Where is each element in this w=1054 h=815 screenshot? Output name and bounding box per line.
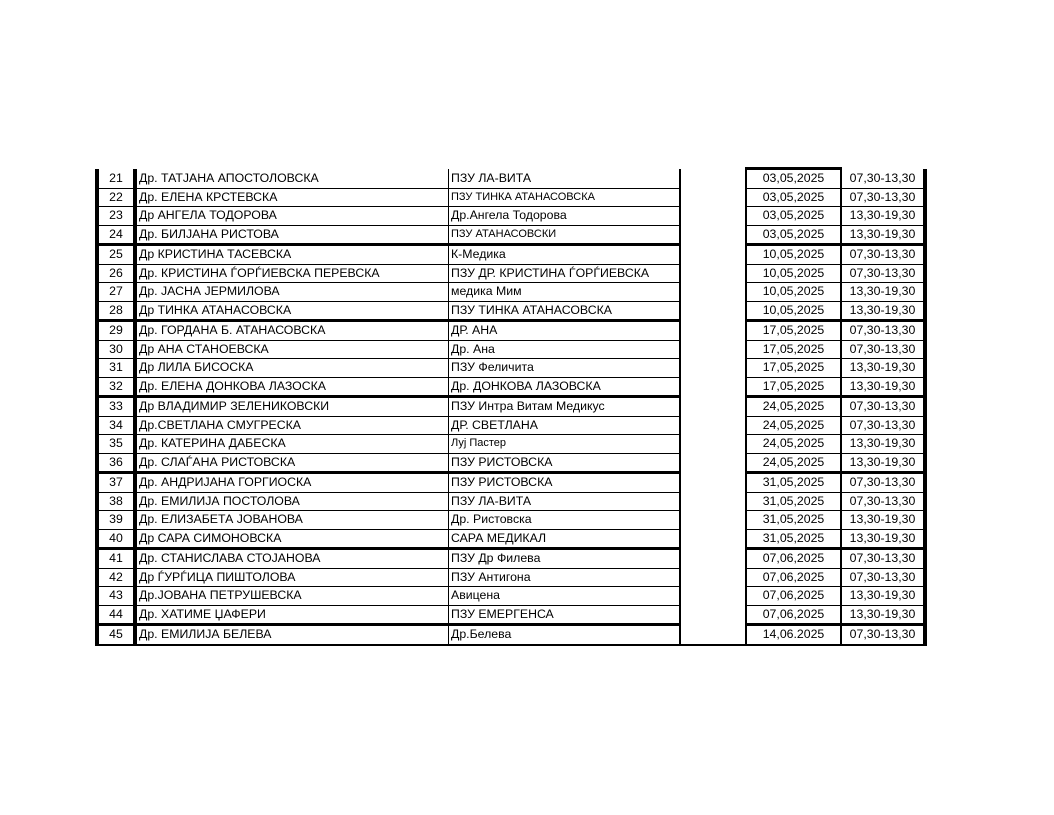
- table-row: [97, 453, 925, 473]
- date-cell: 03,05,2025: [746, 188, 841, 207]
- row-number-cell: 36: [97, 453, 135, 473]
- empty-cell: [680, 301, 746, 321]
- date-cell: 14,06.2025: [746, 625, 841, 645]
- time-cell: 13,30-19,30: [841, 511, 925, 530]
- institution-cell: ПЗУ Интра Витам Медикус: [449, 397, 681, 417]
- table-row: [97, 473, 925, 493]
- doctor-name-cell: Др ЃУРЃИЦА ПИШТОЛОВА: [135, 568, 449, 587]
- time-cell: 13,30-19,30: [841, 359, 925, 378]
- doctor-name-cell: Др САРА СИМОНОВСКА: [135, 529, 449, 549]
- empty-cell: [680, 568, 746, 587]
- date-cell: 07,06,2025: [746, 587, 841, 606]
- time-cell: 07,30-13,30: [841, 245, 925, 265]
- institution-cell: ПЗУ РИСТОВСКА: [449, 473, 681, 493]
- date-cell: 31,05,2025: [746, 511, 841, 530]
- empty-cell: [680, 492, 746, 511]
- time-cell: 07,30-13,30: [841, 321, 925, 341]
- table-row: [97, 511, 925, 530]
- row-number-cell: 34: [97, 416, 135, 435]
- row-number-cell: 30: [97, 340, 135, 359]
- date-cell: 17,05,2025: [746, 340, 841, 359]
- doctor-name-cell: Др. ЈАСНА ЈЕРМИЛОВА: [135, 283, 449, 302]
- time-cell: 13,30-19,30: [841, 529, 925, 549]
- time-cell: 13,30-19,30: [841, 605, 925, 625]
- date-cell: 07,06,2025: [746, 549, 841, 569]
- time-cell: 07,30-13,30: [841, 625, 925, 645]
- doctor-name-cell: Др. КРИСТИНА ЃОРЃИЕВСКА ПЕРЕВСКА: [135, 264, 449, 283]
- empty-cell: [680, 587, 746, 606]
- empty-cell: [680, 435, 746, 454]
- row-number-cell: 24: [97, 225, 135, 245]
- doctor-name-cell: Др. БИЛЈАНА РИСТОВА: [135, 225, 449, 245]
- row-number-cell: 43: [97, 587, 135, 606]
- date-cell: 31,05,2025: [746, 473, 841, 493]
- time-cell: 13,30-19,30: [841, 377, 925, 397]
- doctor-name-cell: Др АНГЕЛА ТОДОРОВА: [135, 207, 449, 226]
- time-cell: 13,30-19,30: [841, 225, 925, 245]
- empty-cell: [680, 529, 746, 549]
- institution-cell: ПЗУ АТАНАСОВСКИ: [449, 225, 681, 245]
- row-number-cell: 31: [97, 359, 135, 378]
- schedule-table: [95, 167, 927, 646]
- empty-cell: [680, 359, 746, 378]
- doctor-name-cell: Др ТИНКА АТАНАСОВСКА: [135, 301, 449, 321]
- date-cell: 24,05,2025: [746, 453, 841, 473]
- institution-cell: ПЗУ Феличита: [449, 359, 681, 378]
- doctor-name-cell: Др. ЕМИЛИЈА ПОСТОЛОВА: [135, 492, 449, 511]
- empty-cell: [680, 169, 746, 189]
- empty-cell: [680, 625, 746, 645]
- empty-cell: [680, 549, 746, 569]
- institution-cell: ПЗУ ЛА-ВИТА: [449, 169, 681, 189]
- time-cell: 13,30-19,30: [841, 301, 925, 321]
- time-cell: 07,30-13,30: [841, 473, 925, 493]
- table-row: [97, 625, 925, 645]
- date-cell: 17,05,2025: [746, 377, 841, 397]
- table-row: [97, 397, 925, 417]
- institution-cell: ПЗУ ЛА-ВИТА: [449, 492, 681, 511]
- table-row: [97, 492, 925, 511]
- doctor-name-cell: Др. ХАТИМЕ ЏАФЕРИ: [135, 605, 449, 625]
- table-row: [97, 549, 925, 569]
- institution-cell: ДР. АНА: [449, 321, 681, 341]
- table-row: [97, 264, 925, 283]
- date-cell: 03,05,2025: [746, 207, 841, 226]
- date-cell: 17,05,2025: [746, 359, 841, 378]
- institution-cell: Др.Белева: [449, 625, 681, 645]
- schedule-body: [97, 169, 925, 645]
- date-cell: 03,05,2025: [746, 169, 841, 189]
- table-row: [97, 587, 925, 606]
- table-row: [97, 377, 925, 397]
- date-cell: 10,05,2025: [746, 264, 841, 283]
- time-cell: 07,30-13,30: [841, 340, 925, 359]
- doctor-name-cell: Др. ЕЛЕНА КРСТЕВСКА: [135, 188, 449, 207]
- institution-cell: ДР. СВЕТЛАНА: [449, 416, 681, 435]
- time-cell: 07,30-13,30: [841, 264, 925, 283]
- doctor-name-cell: Др. ЕЛЕНА ДОНКОВА ЛАЗОСКА: [135, 377, 449, 397]
- date-cell: 24,05,2025: [746, 435, 841, 454]
- doctor-name-cell: Др.ЈОВАНА ПЕТРУШЕВСКА: [135, 587, 449, 606]
- row-number-cell: 32: [97, 377, 135, 397]
- institution-cell: ПЗУ ТИНКА АТАНАСОВСКА: [449, 188, 681, 207]
- time-cell: 13,30-19,30: [841, 207, 925, 226]
- time-cell: 13,30-19,30: [841, 283, 925, 302]
- institution-cell: ПЗУ ДР. КРИСТИНА ЃОРЃИЕВСКА: [449, 264, 681, 283]
- empty-cell: [680, 245, 746, 265]
- row-number-cell: 26: [97, 264, 135, 283]
- doctor-name-cell: Др.СВЕТЛАНА СМУГРЕСКА: [135, 416, 449, 435]
- schedule-grid: [95, 167, 927, 646]
- table-row: [97, 529, 925, 549]
- date-cell: 07,06,2025: [746, 568, 841, 587]
- date-cell: 31,05,2025: [746, 529, 841, 549]
- table-row: [97, 605, 925, 625]
- date-cell: 10,05,2025: [746, 245, 841, 265]
- institution-cell: медика Мим: [449, 283, 681, 302]
- row-number-cell: 27: [97, 283, 135, 302]
- empty-cell: [680, 605, 746, 625]
- doctor-name-cell: Др. КАТЕРИНА ДАБЕСКА: [135, 435, 449, 454]
- institution-cell: ПЗУ РИСТОВСКА: [449, 453, 681, 473]
- row-number-cell: 25: [97, 245, 135, 265]
- institution-cell: ПЗУ ТИНКА АТАНАСОВСКА: [449, 301, 681, 321]
- institution-cell: Др. Ана: [449, 340, 681, 359]
- time-cell: 13,30-19,30: [841, 435, 925, 454]
- institution-cell: Др. ДОНКОВА ЛАЗОВСКА: [449, 377, 681, 397]
- row-number-cell: 37: [97, 473, 135, 493]
- row-number-cell: 45: [97, 625, 135, 645]
- empty-cell: [680, 225, 746, 245]
- doctor-name-cell: Др. СЛАЃАНА РИСТОВСКА: [135, 453, 449, 473]
- time-cell: 13,30-19,30: [841, 453, 925, 473]
- date-cell: 10,05,2025: [746, 283, 841, 302]
- doctor-name-cell: Др. СТАНИСЛАВА СТОЈАНОВА: [135, 549, 449, 569]
- time-cell: 07,30-13,30: [841, 188, 925, 207]
- table-row: [97, 359, 925, 378]
- table-row: [97, 283, 925, 302]
- doctor-name-cell: Др. ГОРДАНА Б. АТАНАСОВСКА: [135, 321, 449, 341]
- date-cell: 31,05,2025: [746, 492, 841, 511]
- time-cell: 07,30-13,30: [841, 169, 925, 189]
- empty-cell: [680, 397, 746, 417]
- row-number-cell: 41: [97, 549, 135, 569]
- row-number-cell: 29: [97, 321, 135, 341]
- empty-cell: [680, 264, 746, 283]
- doctor-name-cell: Др. ЕЛИЗАБЕТА ЈОВАНОВА: [135, 511, 449, 530]
- empty-cell: [680, 283, 746, 302]
- doctor-name-cell: Др КРИСТИНА ТАСЕВСКА: [135, 245, 449, 265]
- row-number-cell: 33: [97, 397, 135, 417]
- date-cell: 10,05,2025: [746, 301, 841, 321]
- empty-cell: [680, 377, 746, 397]
- row-number-cell: 39: [97, 511, 135, 530]
- doctor-name-cell: Др АНА СТАНОЕВСКА: [135, 340, 449, 359]
- date-cell: 17,05,2025: [746, 321, 841, 341]
- row-number-cell: 40: [97, 529, 135, 549]
- row-number-cell: 28: [97, 301, 135, 321]
- institution-cell: САРА МЕДИКАЛ: [449, 529, 681, 549]
- table-row: [97, 321, 925, 341]
- institution-cell: Луј Пастер: [449, 435, 681, 454]
- institution-cell: Др. Ристовска: [449, 511, 681, 530]
- empty-cell: [680, 321, 746, 341]
- institution-cell: ПЗУ Др Филева: [449, 549, 681, 569]
- table-row: [97, 169, 925, 189]
- institution-cell: Авицена: [449, 587, 681, 606]
- empty-cell: [680, 473, 746, 493]
- empty-cell: [680, 416, 746, 435]
- table-row: [97, 568, 925, 587]
- row-number-cell: 22: [97, 188, 135, 207]
- table-row: [97, 207, 925, 226]
- institution-cell: К-Медика: [449, 245, 681, 265]
- date-cell: 07,06,2025: [746, 605, 841, 625]
- table-row: [97, 225, 925, 245]
- doctor-name-cell: Др ВЛАДИМИР ЗЕЛЕНИКОВСКИ: [135, 397, 449, 417]
- empty-cell: [680, 188, 746, 207]
- empty-cell: [680, 207, 746, 226]
- time-cell: 07,30-13,30: [841, 568, 925, 587]
- row-number-cell: 42: [97, 568, 135, 587]
- row-number-cell: 23: [97, 207, 135, 226]
- empty-cell: [680, 340, 746, 359]
- time-cell: 07,30-13,30: [841, 416, 925, 435]
- institution-cell: ПЗУ ЕМЕРГЕНСА: [449, 605, 681, 625]
- date-cell: 24,05,2025: [746, 416, 841, 435]
- doctor-name-cell: Др. АНДРИЈАНА ГОРГИОСКА: [135, 473, 449, 493]
- row-number-cell: 21: [97, 169, 135, 189]
- time-cell: 07,30-13,30: [841, 549, 925, 569]
- doctor-name-cell: Др. ТАТЈАНА АПОСТОЛОВСКА: [135, 169, 449, 189]
- date-cell: 03,05,2025: [746, 225, 841, 245]
- table-row: [97, 340, 925, 359]
- date-cell: 24,05,2025: [746, 397, 841, 417]
- row-number-cell: 35: [97, 435, 135, 454]
- row-number-cell: 38: [97, 492, 135, 511]
- doctor-name-cell: Др. ЕМИЛИЈА БЕЛЕВА: [135, 625, 449, 645]
- time-cell: 07,30-13,30: [841, 397, 925, 417]
- table-row: [97, 416, 925, 435]
- empty-cell: [680, 511, 746, 530]
- institution-cell: Др.Ангела Тодорова: [449, 207, 681, 226]
- table-row: [97, 301, 925, 321]
- institution-cell: ПЗУ Антигона: [449, 568, 681, 587]
- time-cell: 07,30-13,30: [841, 492, 925, 511]
- row-number-cell: 44: [97, 605, 135, 625]
- empty-cell: [680, 453, 746, 473]
- time-cell: 13,30-19,30: [841, 587, 925, 606]
- table-row: [97, 188, 925, 207]
- table-row: [97, 435, 925, 454]
- doctor-name-cell: Др ЛИЛА БИСОСКА: [135, 359, 449, 378]
- table-row: [97, 245, 925, 265]
